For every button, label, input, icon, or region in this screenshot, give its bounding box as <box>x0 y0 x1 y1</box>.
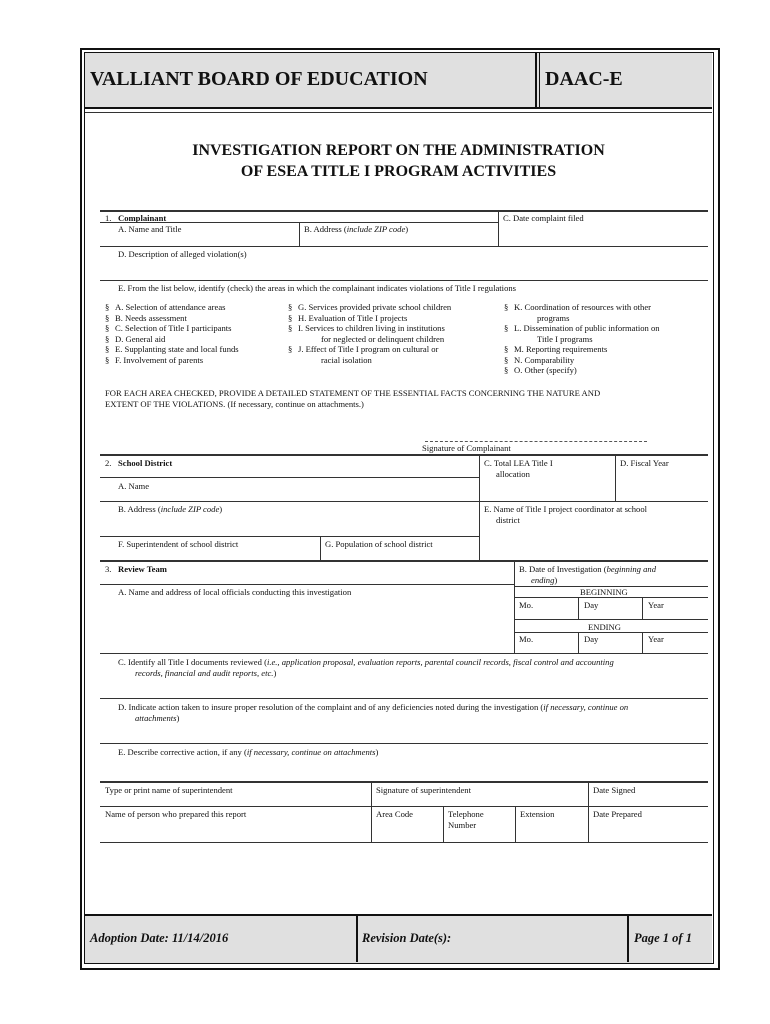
checkbox-icon: § <box>105 323 110 333</box>
divider <box>479 455 480 561</box>
checkbox-icon: § <box>504 365 509 375</box>
rule <box>514 597 708 598</box>
header-divider-inner <box>539 53 540 108</box>
checkbox-icon: § <box>504 302 509 312</box>
divider <box>515 806 516 842</box>
area-item[interactable]: § F. Involvement of parents <box>105 354 204 365</box>
superintendent-label: F. Superintendent of school district <box>118 539 239 549</box>
preparer-name-label: Name of person who prepared this report <box>105 809 247 819</box>
header-divider <box>535 53 537 108</box>
divider <box>514 561 515 653</box>
policy-code: DAAC-E <box>545 68 623 90</box>
rule <box>100 698 708 699</box>
area-item[interactable]: § C. Selection of Title I participants <box>105 323 232 333</box>
date-signed-label: Date Signed <box>593 785 636 795</box>
rule <box>100 222 498 223</box>
district-name-label: A. Name <box>118 481 150 491</box>
telephone-label: Telephone Number <box>448 809 484 830</box>
corrective-action-label: E. Describe corrective action, if any (if necessary, continue on attachments) <box>118 747 379 757</box>
header-underline <box>85 112 712 113</box>
area-item[interactable]: § K. Coordination of resources with other <box>504 302 651 312</box>
divider <box>371 782 372 842</box>
section3-number: 3. <box>105 564 112 574</box>
checkbox-icon: § <box>105 302 110 312</box>
divider <box>320 536 321 561</box>
checkbox-icon: § <box>504 354 509 365</box>
area-item-continued: for neglected or delinquent children <box>321 333 445 344</box>
rule <box>100 842 708 843</box>
begin-month-label: Mo. <box>519 600 534 610</box>
section2-top-rule <box>100 454 708 456</box>
rule <box>100 501 708 502</box>
divider <box>642 597 643 619</box>
form-title-line2: OF ESEA TITLE I PROGRAM ACTIVITIES <box>240 163 557 180</box>
begin-day-label: Day <box>584 600 599 610</box>
area-item-continued: racial isolation <box>321 354 372 365</box>
area-item-continued: Title I programs <box>537 333 593 344</box>
section1-top-rule <box>100 210 708 212</box>
divider <box>588 782 589 842</box>
adoption-date: Adoption Date: 11/14/2016 <box>90 931 229 945</box>
divider <box>443 806 444 842</box>
rule <box>514 632 708 633</box>
signature-table-top-rule <box>100 781 708 783</box>
end-month-label: Mo. <box>519 634 534 644</box>
action-taken-label: D. Indicate action taken to insure proper resolution of the complaint and of any deficiencies noted during the investigation (if necessary, continue on attachments) <box>118 702 629 723</box>
checkbox-icon: § <box>105 344 110 354</box>
checkbox-icon: § <box>288 344 293 354</box>
end-day-label: Day <box>584 634 599 644</box>
checkbox-icon: § <box>288 323 293 333</box>
areas-instruction: E. From the list below, identify (check) the areas in which the complainant indicates violations of Title I regulations <box>118 283 517 293</box>
statement-instruction-line1: FOR EACH AREA CHECKED, PROVIDE A DETAILED STATEMENT OF THE ESSENTIAL FACTS CONCERNING THE NATURE AND <box>105 388 601 398</box>
area-item[interactable]: § O. Other (specify) <box>504 365 577 375</box>
investigation-date-label: B. Date of Investigation (beginning and ending) <box>519 564 657 585</box>
rule <box>100 280 708 281</box>
divider <box>299 222 300 246</box>
complainant-heading: Complainant <box>118 213 167 223</box>
areas-col1 <box>105 302 239 365</box>
begin-year-label: Year <box>648 600 664 610</box>
area-item[interactable]: § G. Services provided private school children <box>288 302 452 312</box>
board-name: VALLIANT BOARD OF EDUCATION <box>90 68 428 90</box>
rule <box>100 584 514 585</box>
rule <box>514 619 708 620</box>
section2-number: 2. <box>105 458 112 468</box>
rule <box>100 246 708 247</box>
rule <box>100 653 708 654</box>
rule <box>100 477 479 478</box>
checkbox-icon: § <box>288 302 293 312</box>
checkbox-icon: § <box>288 312 293 323</box>
checkbox-icon: § <box>105 333 110 344</box>
superintendent-signature-label: Signature of superintendent <box>376 785 471 795</box>
end-year-label: Year <box>648 634 664 644</box>
superintendent-name-label: Type or print name of superintendent <box>105 785 233 795</box>
area-code-label: Area Code <box>376 809 413 819</box>
project-coordinator-label: E. Name of Title I project coordinator at school district <box>484 504 648 525</box>
checkbox-icon: § <box>105 312 110 323</box>
area-item[interactable]: § B. Needs assessment <box>105 312 187 323</box>
area-item[interactable]: § J. Effect of Title I program on cultural or <box>288 344 439 354</box>
fiscal-year-label: D. Fiscal Year <box>620 458 669 468</box>
signature-of-complainant-label: Signature of Complainant <box>422 443 511 453</box>
rule <box>100 743 708 744</box>
section3-top-rule <box>100 560 708 562</box>
areas-col3 <box>504 302 660 376</box>
section1-number: 1. <box>105 213 112 223</box>
district-address-label: B. Address (include ZIP code) <box>118 504 223 514</box>
lea-allocation-label: C. Total LEA Title I allocation <box>484 458 553 479</box>
school-district-heading: School District <box>118 458 173 468</box>
form-title-line1: INVESTIGATION REPORT ON THE ADMINISTRATION <box>192 142 605 159</box>
date-prepared-label: Date Prepared <box>593 809 642 819</box>
revision-dates: Revision Date(s): <box>362 931 452 945</box>
violation-description-label: D. Description of alleged violation(s) <box>118 249 247 259</box>
ending-label: ENDING <box>588 622 621 632</box>
date-filed-label: C. Date complaint filed <box>503 213 584 223</box>
area-item[interactable]: § M. Reporting requirements <box>504 344 608 354</box>
divider <box>642 632 643 653</box>
divider <box>578 597 579 619</box>
signature-line[interactable] <box>425 441 647 442</box>
rule <box>100 806 708 807</box>
checkbox-icon: § <box>105 354 110 365</box>
review-team-heading: Review Team <box>118 564 167 574</box>
divider <box>578 632 579 653</box>
page-number: Page 1 of 1 <box>634 931 692 945</box>
population-label: G. Population of school district <box>325 539 433 549</box>
statement-instruction-line2: EXTENT OF THE VIOLATIONS. (If necessary, continue on attachments.) <box>105 399 364 409</box>
rule <box>100 536 479 537</box>
area-item[interactable]: § D. General aid <box>105 333 166 344</box>
area-item[interactable]: § L. Dissemination of public information on <box>504 323 660 333</box>
local-officials-label: A. Name and address of local officials conducting this investigation <box>118 587 352 597</box>
complainant-address-label: B. Address (include ZIP code) <box>304 224 409 234</box>
divider <box>498 211 499 246</box>
extension-label: Extension <box>520 809 555 819</box>
areas-col2 <box>288 302 451 365</box>
checkbox-icon: § <box>504 344 509 354</box>
area-item[interactable]: § H. Evaluation of Title I projects <box>288 312 408 323</box>
area-item[interactable]: § N. Comparability <box>504 354 575 365</box>
area-item-continued: programs <box>537 312 570 323</box>
area-item[interactable]: § I. Services to children living in institutions <box>288 323 445 333</box>
divider <box>615 455 616 501</box>
area-item[interactable]: § A. Selection of attendance areas <box>105 302 226 312</box>
beginning-label: BEGINNING <box>580 587 628 597</box>
checkbox-icon: § <box>504 323 509 333</box>
footer-divider <box>627 915 629 962</box>
area-item[interactable]: § E. Supplanting state and local funds <box>105 344 239 354</box>
documents-reviewed-label: C. Identify all Title I documents reviewed (i.e., application proposal, evaluation reports, parental council records, fiscal control and accounting records, financial and audit reports, etc.) <box>118 657 614 678</box>
complainant-name-label: A. Name and Title <box>118 224 182 234</box>
footer-divider <box>356 915 358 962</box>
